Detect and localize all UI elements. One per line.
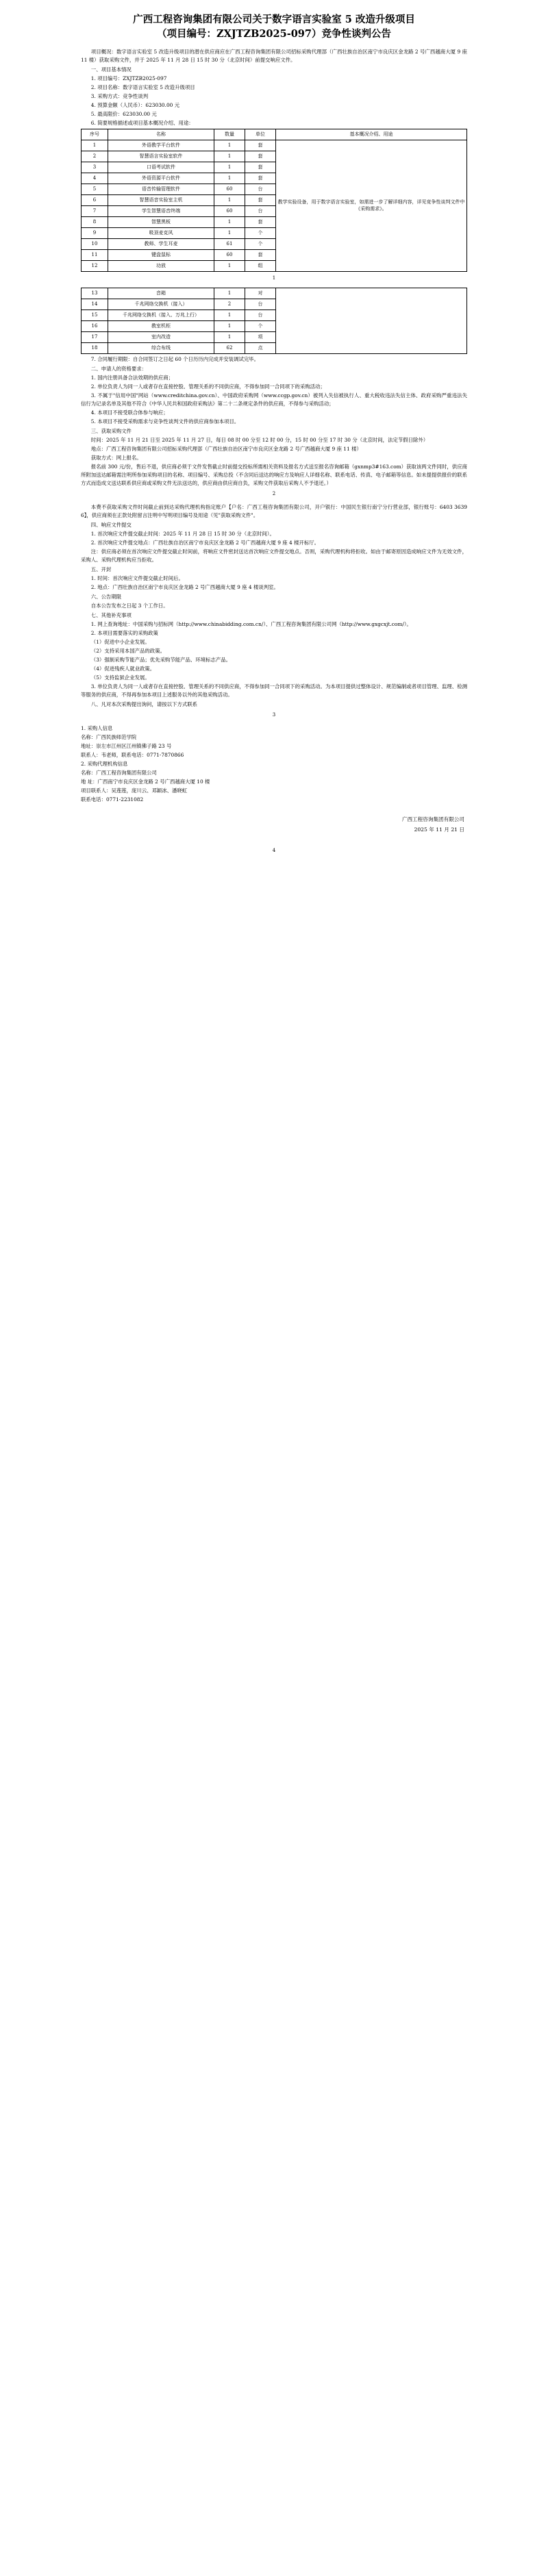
- cell-name: 智慧语音实验室主机: [108, 194, 214, 205]
- section-4-item-2: 2. 首次响应文件提交地点：广西壮族自治区南宁市良庆区金龙路 2 号广西越商大厦 9 座 4 楼开标厅。: [90, 540, 320, 546]
- cell-qty: 1: [214, 151, 245, 162]
- section-3-item-4: 报名前 300 元/份，售后不退，供应商必须于文件发售截止时前提交投标所需相关资料及报名方式送至报名咨询邮箱（gxnmp3#163.com）获取该两文件同时，供应商所附加送达邮箱需注明所参加采购项目的名称、项目编号、采购总投（不含同后送达的响应方及响应人详细名称、联系电话、传真、电子邮箱等信息。如未提提供报价的联系方式而造成文送达联系供应商或采购文件无法送达的，供应商由供应商自负，采购文件获取后采购人不予退还。）: [81, 464, 467, 486]
- section-7-note: 3. 单位负责人为同一人或者存在直接控股、管理关系的不同供应商，不得参加同一合同项下的采购活动。为本项目提供过整体设计、规范编制或者项目管理、监理、检测等服务的供应商，不得再参加本项目上述服务以外的其他采购活动。: [81, 683, 467, 698]
- cell-index: 15: [82, 310, 108, 321]
- cell-unit: 套: [245, 173, 276, 184]
- cell-unit: 套: [245, 162, 276, 173]
- document-title: [27, 12, 521, 41]
- cell-unit: 台: [245, 299, 276, 310]
- cell-qty: 60: [214, 184, 245, 194]
- section-7-item-2: 2. 本项目需要落实的采购政策: [90, 630, 158, 637]
- cell-name: 千兆网络交换机（接入、万兆上行）: [108, 310, 214, 321]
- cell-unit: 套: [245, 151, 276, 162]
- cell-qty: 1: [214, 310, 245, 321]
- section-2-item-2: 2. 单位负责人为同一人或者存在直接控股、管理关系的不同供应商，不得参加同一合同项下的采购活动；: [90, 383, 325, 390]
- cell-index: 7: [82, 205, 108, 216]
- table-row: [82, 140, 467, 151]
- agent-name: 名称：广西工程咨询集团有限公司: [81, 770, 157, 776]
- cell-index: 9: [82, 227, 108, 238]
- section-3-title: 三、获取采购文件: [90, 428, 132, 435]
- cell-unit: 套: [245, 194, 276, 205]
- cell-name: 教师、学生耳麦: [108, 238, 214, 249]
- col-index: 序号: [82, 129, 108, 140]
- cell-index: 10: [82, 238, 108, 249]
- col-qty: 数量: [214, 129, 245, 140]
- cell-qty: 60: [214, 205, 245, 216]
- cell-qty: 60: [214, 249, 245, 260]
- section-5-item-2: 2. 地点：广西壮族自治区南宁市良庆区金龙路 2 号广西越商大厦 9 座 4 楼谈判室。: [90, 584, 279, 591]
- page-number-3: 3: [272, 711, 276, 718]
- contract-period-note: 7. 合同履行期限：自合同签订之日起 60 个日历历内完成并安装调试完毕。: [90, 356, 260, 363]
- cell-qty: 1: [214, 162, 245, 173]
- page-number-2: 2: [272, 490, 276, 496]
- section-6-item-1: 自本公告发布之日起 3 个工作日。: [90, 603, 169, 609]
- section-2-item-5: 5. 本项目不接受采购需求与竞争性谈判文件的供应商参加本项目。: [90, 418, 240, 425]
- cell-name: 语音传输管理软件: [108, 184, 214, 194]
- cell-qty: 1: [214, 216, 245, 227]
- section-1-title: 一、项目基本情况: [90, 66, 132, 73]
- cell-index: 11: [82, 249, 108, 260]
- section-7-sub-5: （5）支持监狱企业发展。: [90, 674, 150, 681]
- section-3-item-2: 地点：广西工程咨询集团有限公司招标采购代理部（广西壮族自治区南宁市良庆区金龙路 2 号广西越商大厦 9 座 11 楼）: [90, 446, 362, 453]
- section-1-item-5: 5. 最高限价：623030.00 元: [90, 110, 157, 117]
- section-4-note: 注：供应商必须在首次响应文件提交截止时间前，将响应文件密封送达首次响应文件提交地点。否则，采购代理机构将拒收。如由于邮寄原因造成响应文件为无效文件，采购人、采购代理机构应当拒收。: [81, 548, 467, 564]
- section-1-item-3: 3. 采购方式：竞争性谈判: [90, 92, 149, 99]
- section-7-title: 七、其他补充事项: [90, 612, 132, 619]
- cell-unit: 台: [245, 184, 276, 194]
- cell-qty: 1: [214, 321, 245, 332]
- cell-index: 13: [82, 288, 108, 299]
- cell-index: 17: [82, 332, 108, 343]
- page-number-1: 1: [272, 275, 276, 281]
- cell-unit: 项: [245, 332, 276, 343]
- cell-qty: 62: [214, 343, 245, 354]
- cell-name: 室内改造: [108, 332, 214, 343]
- section-3-item-1: 时间：2025 年 11 月 21 日至 2025 年 11 月 27 日，每日 08 时 00 分至 12 时 00 分，15 时 00 分至 17 时 30 分（北京时间，法定节假日除外）: [90, 437, 429, 444]
- cell-name: 教室机柜: [108, 321, 214, 332]
- cell-unit: 个: [245, 321, 276, 332]
- section-7-sub-4: （4）促进残疾人就业政策。: [90, 666, 155, 672]
- buyer-info-title: 1. 采购人信息: [81, 725, 113, 732]
- cell-qty: 1: [214, 332, 245, 343]
- cell-index: 14: [82, 299, 108, 310]
- cell-unit: 个: [245, 227, 276, 238]
- cell-description: 教学实验设备，用于数字语言实验室，如需进一步了解详细内容，详见竞争性谈判文件中《采购需求》。: [276, 140, 467, 271]
- agent-phone: 联系电话：0771-2231082: [81, 796, 144, 803]
- cell-name: 音箱: [108, 288, 214, 299]
- col-unit: 单位: [245, 129, 276, 140]
- signature-block: [81, 815, 467, 835]
- section-7-sub-2: （2）支持采用本国产品的政策。: [90, 648, 165, 655]
- buyer-address: 地址：崇左市江州区江州镇佛子路 23 号: [81, 743, 172, 750]
- cell-unit: 组: [245, 260, 276, 271]
- cell-index: 16: [82, 321, 108, 332]
- cell-name: 功放: [108, 260, 214, 271]
- section-5-title: 五、开封: [90, 566, 112, 573]
- section-7-sub-3: （3）强制采购节能产品；优先采购节能产品、环境标志产品。: [90, 657, 232, 664]
- document-title-line1: 广西工程咨询集团有限公司关于数字语言实验室 5 改造升级项目: [133, 14, 415, 25]
- agent-info-title: 2. 采购代理机构信息: [81, 761, 128, 768]
- section-3-item-3: 获取方式：网上报名。: [90, 455, 142, 462]
- section-3-extra: 本费不获取采购文件时间截止前到达采购代理机构指定账户【户名：广西工程咨询集团有限公司，开户银行：中国民生银行南宁分行营业部，银行账号：6403 3639 6】，供应商须在正款处附留言注明中写明项目编号及用途（见"获取采购文件"。: [81, 504, 467, 519]
- cell-unit: 套: [245, 249, 276, 260]
- cell-unit: 套: [245, 216, 276, 227]
- cell-description-empty: [276, 288, 467, 354]
- cell-name: 智慧语言实验室软件: [108, 151, 214, 162]
- agent-address: 地 址：广西南宁市良庆区金龙路 2 号广西越商大厦 10 楼: [81, 779, 210, 785]
- section-7-sub-1: （1）促进中小企业发展。: [90, 639, 150, 646]
- cell-unit: 点: [245, 343, 276, 354]
- section-2-item-3: 3. 不属于"信用中国"网站（www.creditchina.gov.cn）、中国政府采购网（www.ccgp.gov.cn）被列入失信被执行人、重大税收违法失信主体、政府采购严重违法失信行为记录名单及其他不符合《中华人民共和国政府采购法》第二十二条规定条件的供应商，不得参与采购活动；: [81, 392, 467, 407]
- cell-qty: 2: [214, 299, 245, 310]
- cell-index: 18: [82, 343, 108, 354]
- document-body: [81, 48, 467, 855]
- section-1-item-4: 4. 预算金额（人民币）：623030.00 元: [90, 101, 180, 108]
- cell-name: 智慧黑板: [108, 216, 214, 227]
- cell-name: 学生智慧语音终端: [108, 205, 214, 216]
- cell-qty: 61: [214, 238, 245, 249]
- agent-contact: 项目联系人：吴莲莲，庞川云、邓颖冰、潘晓虹: [81, 787, 188, 794]
- cell-unit: 个: [245, 238, 276, 249]
- signature-date: 2025 年 11 月 21 日: [414, 826, 464, 833]
- cell-name: 吸顶麦克风: [108, 227, 214, 238]
- cell-index: 12: [82, 260, 108, 271]
- col-name: 名称: [108, 129, 214, 140]
- cell-unit: 对: [245, 288, 276, 299]
- cell-name: 键盘鼠标: [108, 249, 214, 260]
- cell-qty: 1: [214, 227, 245, 238]
- cell-index: 4: [82, 173, 108, 184]
- cell-name: 外语教学平台软件: [108, 140, 214, 151]
- section-1-item-1: 1. 项目编号：ZXJTZB2025-097: [90, 75, 167, 81]
- buyer-contact: 联系人：韦老师，联系电话：0771-7870866: [81, 752, 184, 759]
- section-2-item-1: 1. 国内注册具备合法效期的供应商；: [90, 375, 174, 381]
- document-page: [0, 0, 548, 889]
- section-5-item-1: 1. 时间：首次响应文件提交截止时间后。: [90, 575, 184, 582]
- cell-index: 8: [82, 216, 108, 227]
- section-2-item-4: 4. 本项目不接受联合体参与响应；: [90, 409, 169, 416]
- intro-paragraph: 项目概况：数字语言实验室 5 改造升级项目的潜在供应商应在广西工程咨询集团有限公司招标采购代理部（广西壮族自治区南宁市良庆区金龙路 2 号广西越商大厦 9 座 11 楼）获取采购文件，并于 2025 年 11 月 28 日 15 时 30 分（北京时间）前提交响应文件。: [81, 49, 467, 64]
- cell-qty: 1: [214, 260, 245, 271]
- buyer-name: 名称：广西民族师范学院: [81, 734, 137, 741]
- section-4-title: 四、响应文件提交: [90, 522, 132, 529]
- col-desc: 基本概况介绍、用途: [276, 129, 467, 140]
- equipment-table-main: [81, 129, 467, 272]
- document-title-line2: （项目编号：ZXJTZB2025-097）竞争性谈判公告: [157, 28, 391, 40]
- cell-qty: 1: [214, 173, 245, 184]
- cell-unit: 台: [245, 310, 276, 321]
- cell-index: 6: [82, 194, 108, 205]
- section-7-item-1: 1. 网上查询地址：中国采购与招标网（http://www.chinabidding.com.cn/）、广西工程咨询集团有限公司网（http://www.gxgcxjt.com/）。: [90, 621, 412, 628]
- cell-name: 外语资源平台软件: [108, 173, 214, 184]
- page-number-4: 4: [272, 847, 276, 853]
- section-1-item-6: 6. 简要规格描述或项目基本概况介绍、用途：: [90, 119, 194, 126]
- table-row: [82, 288, 467, 299]
- cell-index: 2: [82, 151, 108, 162]
- page-bottom-spacer: [0, 861, 548, 889]
- cell-index: 3: [82, 162, 108, 173]
- cell-unit: 套: [245, 140, 276, 151]
- cell-name: 千兆网络交换机（接入）: [108, 299, 214, 310]
- section-6-title: 六、公告期限: [90, 594, 122, 601]
- section-1-item-2: 2. 项目名称：数字语言实验室 5 改造升级项目: [90, 84, 195, 90]
- cell-qty: 1: [214, 140, 245, 151]
- cell-unit: 台: [245, 205, 276, 216]
- section-2-title: 二、申请人的资格要求：: [90, 366, 147, 372]
- cell-qty: 1: [214, 288, 245, 299]
- cell-index: 1: [82, 140, 108, 151]
- section-4-item-1: 1. 首次响应文件提交截止时间：2025 年 11 月 28 日 15 时 30 分（北京时间）。: [90, 531, 275, 538]
- cell-name: 口语考试软件: [108, 162, 214, 173]
- signature-company: 广西工程咨询集团有限公司: [401, 816, 464, 823]
- cell-qty: 1: [214, 194, 245, 205]
- equipment-table-continued: [81, 288, 467, 354]
- table-header-row: [82, 129, 467, 140]
- cell-index: 5: [82, 184, 108, 194]
- section-8-title: 八、凡对本次采购提出询问，请按以下方式联系: [90, 700, 198, 707]
- cell-name: 综合布线: [108, 343, 214, 354]
